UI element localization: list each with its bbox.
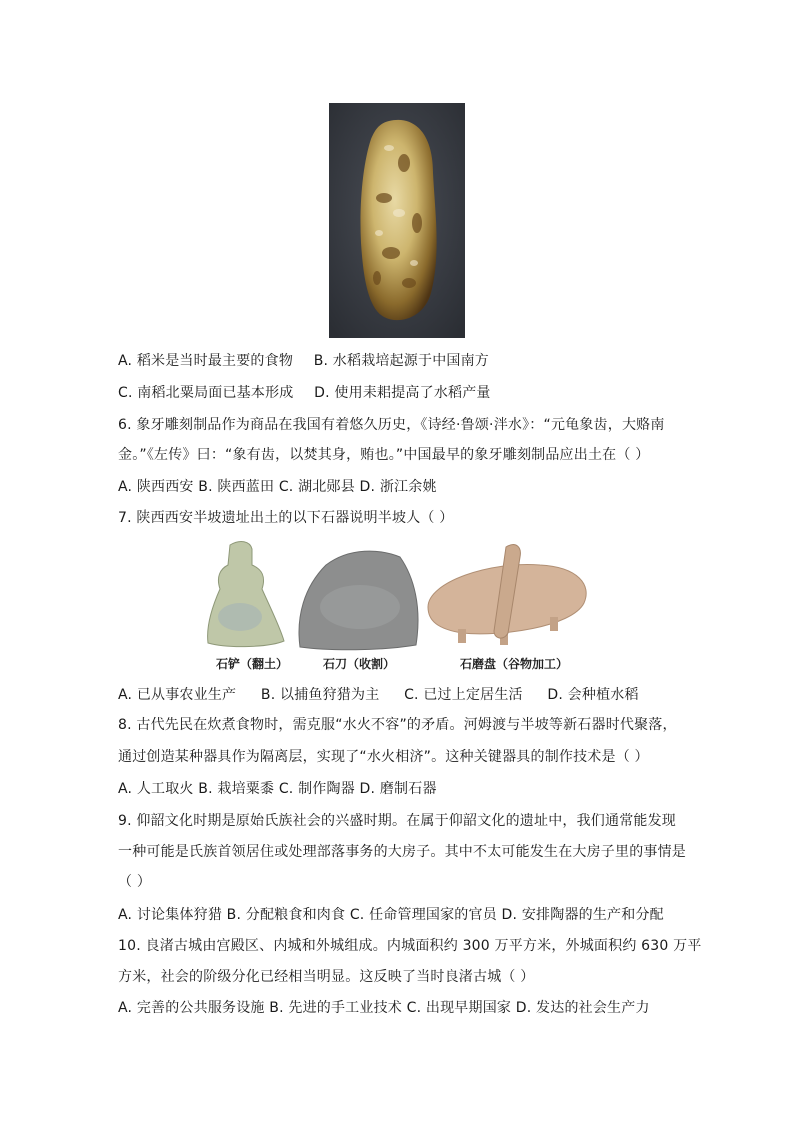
option-a: A. 已从事农业生产	[118, 687, 237, 703]
question-8-options: A. 人工取火 B. 栽培粟黍 C. 制作陶器 D. 磨制石器	[118, 781, 437, 797]
question-5-options-row-2	[118, 384, 491, 402]
option-c: C. 南稻北粟局面已基本形成	[118, 385, 294, 401]
question-6-stem-line-1: 6. 象牙雕刻制品作为商品在我国有着悠久历史，《诗经·鲁颂·泮水》：“元龟象齿，大赂南	[118, 417, 665, 433]
question-6-stem-line-2: 金。”《左传》曰：“象有齿，以焚其身，贿也。”中国最早的象牙雕刻制品应出土在（ ）	[118, 447, 650, 463]
question-6-options: A. 陕西西安 B. 陕西蓝田 C. 湖北郧县 D. 浙江余姚	[118, 479, 437, 495]
question-7-stem: 7. 陕西西安半坡遗址出土的以下石器说明半坡人（ ）	[118, 510, 454, 526]
option-b: B. 以捕鱼狩猎为主	[260, 687, 380, 703]
stone-knife-caption: 石刀（收割）	[323, 657, 396, 671]
grinding-slab-caption: 石磨盘（谷物加工）	[460, 657, 569, 671]
question-10-options: A. 完善的公共服务设施 B. 先进的手工业技术 C. 出现早期国家 D. 发达的社会生产力	[118, 1000, 650, 1016]
question-10-stem-line-2: 方米，社会的阶级分化已经相当明显。这反映了当时良渚古城（ ）	[118, 969, 535, 985]
question-9-stem-line-1: 9. 仰韶文化时期是原始氏族社会的兴盛时期。在属于仰韶文化的遗址中，我们通常能发现	[118, 813, 677, 829]
question-8-stem-line-1: 8. 古代先民在炊煮食物时，需克服“水火不容”的矛盾。河姆渡与半坡等新石器时代聚落，	[118, 717, 677, 733]
option-d: D. 会种植水稻	[547, 687, 639, 703]
question-9-options: A. 讨论集体狩猎 B. 分配粮食和肉食 C. 任命管理国家的官员 D. 安排陶器的生产和分配	[118, 907, 664, 923]
stone-shovel-image	[208, 542, 284, 647]
question-7-options	[118, 686, 639, 704]
rice-grain-illustration	[329, 103, 465, 338]
question-9-stem-line-2: 一种可能是氏族首领居住或处理部落事务的大房子。其中不太可能发生在大房子里的事情是	[118, 844, 686, 860]
carbonized-rice-photo	[329, 103, 465, 338]
stone-tools-illustration	[200, 537, 595, 657]
question-8-stem-line-2: 通过创造某种器具作为隔离层，实现了“水火相济”。这种关键器具的制作技术是（ ）	[118, 749, 649, 765]
option-c: C. 已过上定居生活	[404, 687, 523, 703]
option-b: B. 水稻栽培起源于中国南方	[313, 353, 489, 369]
question-10-stem-line-1: 10. 良渚古城由宫殿区、内城和外城组成。内城面积约 300 万平方米，外城面积约 630 万平	[118, 938, 702, 954]
stone-shovel-caption: 石铲（翻土）	[216, 657, 289, 671]
option-d: D. 使用耒耜提高了水稻产量	[314, 385, 491, 401]
question-9-stem-line-3: （ ）	[118, 874, 152, 890]
question-5-options-row-1	[118, 352, 489, 370]
option-a: A. 稻米是当时最主要的食物	[118, 353, 294, 369]
